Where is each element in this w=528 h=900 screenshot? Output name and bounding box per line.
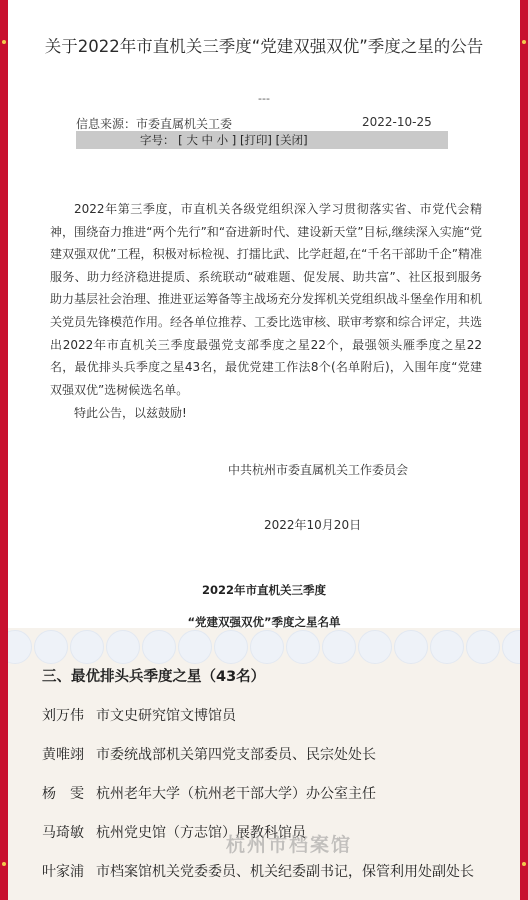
body-paragraph: 2022年第三季度，市直机关各级党组织深入学习贯彻落实省、市党代会精神，围绕奋力推进“两个先行”和“奋进新时代、建设新天堂”目标,继续深入实施“党建双强双优”工程，积极对标检视、打擂比武、比学赶超,在“千名干部助千企”精准服务、助力经济稳进提质、系统联动“破难题、促发展、助共富”、社区报到服务助力基层社会治理、推进亚运筹备等主战场充分发挥机关党组织战斗堡垒作用和机关党员先锋模范作用。经各单位推荐、工委比选审核、联审考察和综合评定，共选出2022年市直机关三季度最强党支部季度之星22个，最强领头雁季度之星22名，最优排头兵季度之星43名，最优党建工作法8个(名单附后)，入围年度“党建双强双优”选树候选名单。 bbox=[50, 202, 483, 397]
person-name: 黄唯翊 bbox=[42, 747, 84, 763]
scallop bbox=[8, 630, 32, 664]
person-name: 刘万伟 bbox=[42, 708, 84, 724]
person-role: 市委统战部机关第四党支部委员、民宗处处长 bbox=[96, 747, 376, 763]
scallop bbox=[466, 630, 500, 664]
scallop bbox=[250, 630, 284, 664]
scallop bbox=[358, 630, 392, 664]
bracket-close: ] bbox=[231, 133, 237, 147]
scallop bbox=[502, 630, 520, 664]
page-frame bbox=[8, 0, 520, 900]
font-toolbar bbox=[76, 131, 448, 149]
person-role: 杭州党史馆（方志馆）展教科馆员 bbox=[96, 825, 306, 841]
font-size-label: 字号： bbox=[140, 133, 175, 147]
list-heading-line2: “党建双强双优”季度之星名单 bbox=[187, 615, 341, 629]
decor-dot bbox=[2, 40, 6, 44]
list-item bbox=[42, 861, 474, 881]
scallop bbox=[142, 630, 176, 664]
announcement-body bbox=[50, 198, 482, 401]
list-item bbox=[42, 783, 376, 803]
font-size-medium-link[interactable]: 中 bbox=[201, 133, 213, 147]
scallop bbox=[394, 630, 428, 664]
person-role: 市文史研究馆文博馆员 bbox=[96, 708, 236, 724]
person-name: 马琦敏 bbox=[42, 825, 84, 841]
scallop bbox=[34, 630, 68, 664]
bracket-open: [ bbox=[178, 133, 183, 147]
person-name: 杨 雯 bbox=[42, 786, 84, 802]
scallop bbox=[430, 630, 464, 664]
scallop bbox=[286, 630, 320, 664]
page-title: 关于2022年市直机关三季度“党建双强双优”季度之星的公告 bbox=[44, 37, 484, 56]
scallop bbox=[178, 630, 212, 664]
scallop bbox=[106, 630, 140, 664]
decor-dot bbox=[522, 40, 526, 44]
info-source: 信息来源：市委直属机关工委 bbox=[76, 117, 233, 131]
list-item bbox=[42, 744, 376, 764]
person-role: 市档案馆机关党委委员、机关纪委副书记，保管利用处副处长 bbox=[96, 864, 474, 880]
article-meta bbox=[76, 115, 448, 132]
section-title: 三、最优排头兵季度之星（43名） bbox=[42, 669, 266, 685]
signature-date: 2022年10月20日 bbox=[264, 518, 362, 532]
person-role: 杭州老年大学（杭州老干部大学）办公室主任 bbox=[96, 786, 376, 802]
publish-date: 2022-10-25 bbox=[362, 115, 432, 129]
decor-dot bbox=[522, 862, 526, 866]
person-name: 叶家浦 bbox=[42, 864, 84, 880]
scalloped-divider bbox=[8, 630, 520, 664]
scallop bbox=[322, 630, 356, 664]
announcement-paper bbox=[8, 0, 520, 628]
closing-line: 特此公告，以兹鼓励! bbox=[74, 406, 187, 420]
list-heading-line1: 2022年市直机关三季度 bbox=[201, 583, 326, 597]
scallop bbox=[70, 630, 104, 664]
font-size-small-link[interactable]: 小 bbox=[216, 133, 229, 147]
font-size-large-link[interactable]: 大 bbox=[186, 133, 198, 147]
watermark-text: 杭州市档案馆 bbox=[226, 834, 353, 856]
issuing-organization: 中共杭州市委直属机关工作委员会 bbox=[228, 463, 409, 477]
decor-dot bbox=[2, 862, 6, 866]
title-separator: --- bbox=[258, 92, 270, 105]
close-window-link[interactable]: [关闭] bbox=[275, 133, 308, 147]
scallop bbox=[214, 630, 248, 664]
print-link[interactable]: [打印] bbox=[239, 133, 272, 147]
list-item bbox=[42, 705, 236, 725]
